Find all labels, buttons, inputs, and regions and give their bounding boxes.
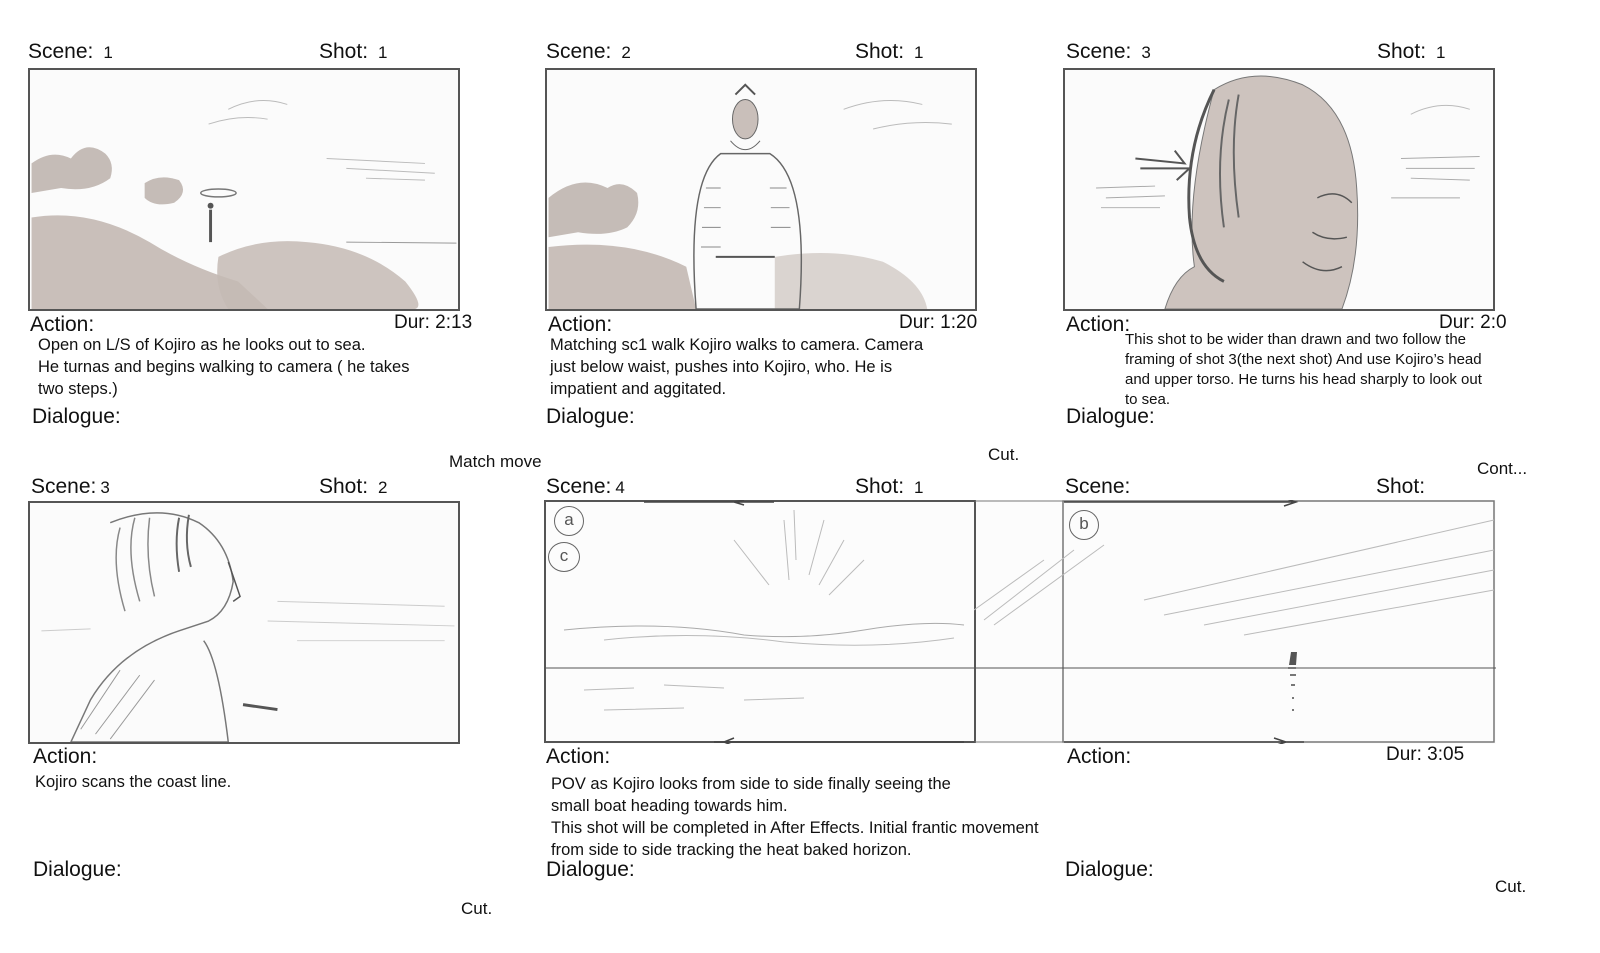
sketch-frame-scene4-pov-pan [544, 500, 1496, 744]
action-text: This shot to be wider than drawn and two follow the framing of shot 3(the next shot) And use Kojiro’s head and upper torso. He turns his head sharply to look out to sea. [1125, 331, 1482, 408]
duration: Dur: 2:13 [394, 312, 473, 333]
action-text: Matching sc1 walk Kojiro walks to camera. Camera just below waist, pushes into Kojiro, who. He is impatient and aggitated. [550, 336, 924, 398]
shot-number: 1 [378, 43, 388, 62]
action-label: Action: [1066, 313, 1131, 336]
scene-number: 4 [615, 478, 625, 497]
action-label: Action: [1067, 745, 1132, 768]
dialogue-label: Dialogue: [546, 858, 635, 881]
scene-number: 2 [621, 43, 631, 62]
shot-label: Shot: [1376, 475, 1426, 498]
scene-label: Scene: 2 [546, 40, 631, 63]
action-label: Action: [546, 745, 611, 768]
transition-note-cont: Cont... [1477, 459, 1528, 478]
dialogue-label: Dialogue: [1066, 405, 1155, 428]
scene-label: Scene: 3 [1066, 40, 1151, 63]
sketch-mark-c: c [548, 542, 580, 572]
transition-note-cut: Cut. [1495, 877, 1527, 896]
dialogue-label: Dialogue: [33, 858, 122, 881]
duration: Dur: 1:20 [899, 312, 978, 333]
scene-number: 3 [100, 478, 110, 497]
dialogue-label: Dialogue: [32, 405, 121, 428]
sketch-mark-a: a [554, 506, 584, 536]
shot-number: 1 [914, 478, 924, 497]
sketch-mark-b: b [1069, 510, 1099, 540]
shot-number: 2 [378, 478, 388, 497]
shot-label: Shot: 1 [1377, 40, 1446, 63]
shot-label: Shot: 1 [319, 40, 388, 63]
shot-label: Shot: 1 [855, 40, 924, 63]
action-text: Open on L/S of Kojiro as he looks out to sea. He turnas and begins walking to camera ( he takes two steps.) [38, 336, 410, 398]
sketch-frame-scene2-shot1 [545, 68, 977, 311]
sketch-frame-scene3-shot1 [1063, 68, 1495, 311]
shot-label: Shot: 1 [855, 475, 924, 498]
scene-label: Scene: 3 [31, 475, 110, 498]
transition-note-match-move: Match move [449, 452, 542, 471]
scene-label: Scene: 4 [546, 475, 625, 498]
sketch-frame-scene1-shot1 [28, 68, 460, 311]
action-text: Kojiro scans the coast line. [35, 773, 232, 791]
scene-number: 3 [1141, 43, 1151, 62]
duration: Dur: 3:05 [1386, 744, 1465, 765]
shot-number: 1 [914, 43, 924, 62]
shot-number: 1 [1436, 43, 1446, 62]
action-label: Action: [548, 313, 613, 336]
scene-label: Scene: 1 [28, 40, 113, 63]
sketch-frame-scene3-shot2 [28, 501, 460, 744]
action-label: Action: [30, 313, 95, 336]
shot-label: Shot: 2 [319, 475, 388, 498]
transition-note-cut: Cut. [461, 899, 493, 918]
dialogue-label: Dialogue: [1065, 858, 1154, 881]
scene-number: 1 [103, 43, 113, 62]
transition-note-cut: Cut. [988, 445, 1020, 464]
dialogue-label: Dialogue: [546, 405, 635, 428]
duration: Dur: 2:0 [1439, 312, 1507, 333]
action-text: POV as Kojiro looks from side to side finally seeing the small boat heading towards him. This shot will be completed in After Effects. Initial frantic movement from side to side tracking the heat baked horizon. [551, 775, 1039, 859]
scene-label: Scene: [1065, 475, 1131, 498]
action-label: Action: [33, 745, 98, 768]
